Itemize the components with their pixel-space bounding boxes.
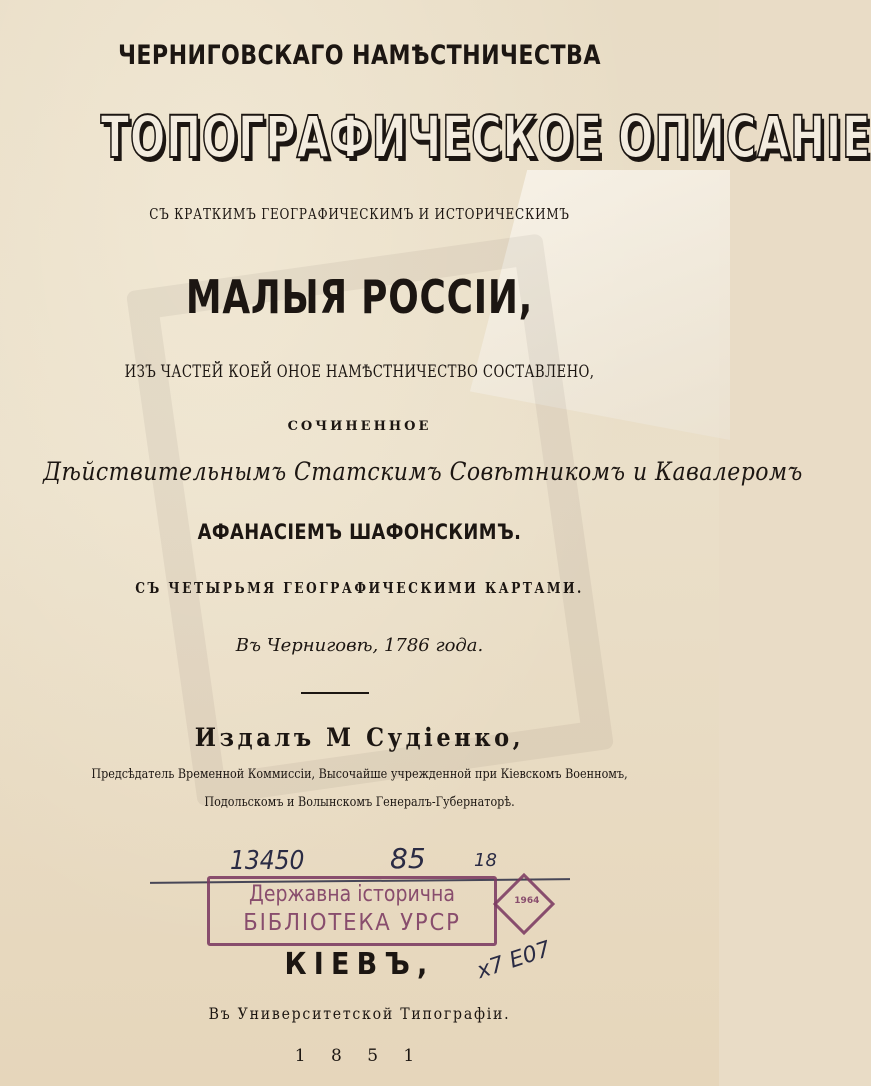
publisher-title-2: Подольскомъ и Волынскомъ Генералъ-Губернаторѣ. [204,795,515,810]
author-title: Дѣйствительнымъ Статскимъ Совѣтникомъ и Кавалеромъ [43,457,803,486]
author-name: АФАНАСІЕМЪ ШАФОНСКИМЪ. [197,520,522,544]
description-line: ИЗЪ ЧАСТЕЙ КОЕЙ ОНОЕ НАМѢСТНИЧЕСТВО СОСТАВЛЕНО, [124,362,595,382]
handwritten-number-1: 13450 [230,846,305,876]
publication-year: 1 8 5 1 [294,1046,425,1066]
handwritten-number-3: 18 [474,850,497,871]
title-malaya-rossia: МАЛЫЯ РОССІИ, [185,270,534,324]
stamp-line-1: Державна історична [249,882,455,907]
handwritten-number-2: 85 [390,842,426,875]
handwritten-shelfmark: х7 Е07 [473,936,554,985]
composed-label: СОЧИНЕННОЕ [287,419,432,434]
stamp-line-2: БІБЛІОТЕКА УРСР [243,910,461,936]
original-date: Въ Черниговѣ, 1786 года. [235,635,484,656]
diamond-stamp-text: 1964 [514,896,540,907]
publisher: Издалъ М Судіенко, [194,723,525,752]
city: КІЕВЪ, [284,947,435,982]
subtitle-line: СЪ КРАТКИМЪ ГЕОГРАФИЧЕСКИМЪ И ИСТОРИЧЕСКИМЪ [149,205,570,223]
library-stamp [207,876,497,946]
printer: Въ Университетской Типографіи. [208,1004,511,1023]
publisher-title-1: Предсѣдатель Временной Коммиссіи, Высочайше учрежденной при Кіевскомъ Военномъ, [91,767,628,782]
diamond-stamp [493,873,555,935]
title-line-1: ЧЕРНИГОВСКАГО НАМѢСТНИЧЕСТВА [118,40,601,71]
divider-rule [301,692,369,694]
maps-note: СЪ ЧЕТЫРЬМЯ ГЕОГРАФИЧЕСКИМИ КАРТАМИ. [135,579,584,597]
main-title: ТОПОГРАФИЧЕСКОЕ ОПИСАНІЕ [100,103,871,171]
